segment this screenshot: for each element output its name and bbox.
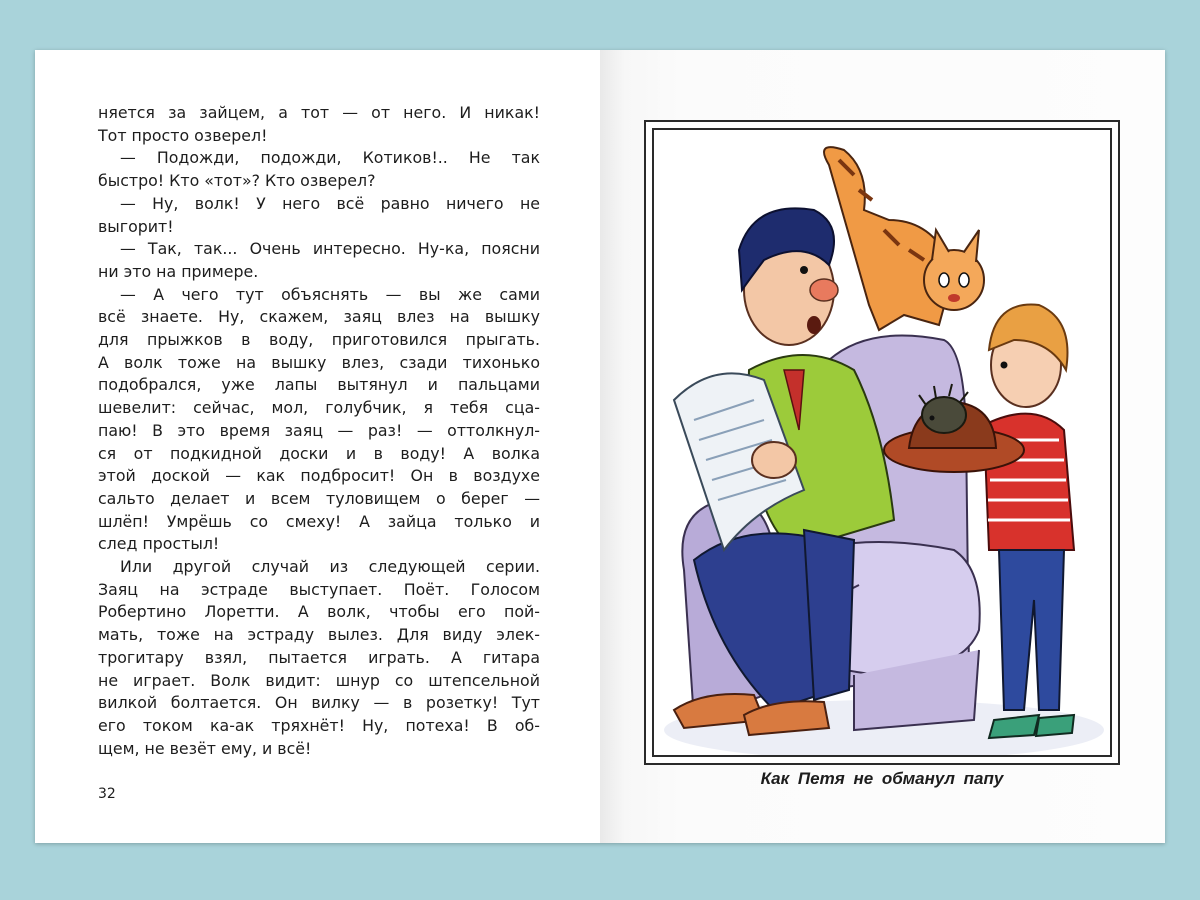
text-line: этой доской — как подбросит! Он в воздухе (98, 466, 540, 486)
text-line: след простыл! (98, 534, 220, 554)
text-line: быстро! Кто «тот»? Кто озверел? (98, 171, 376, 191)
text-line: для прыжков в воду, приготовился прыгать. (98, 330, 540, 350)
text-line: ни это на примере. (98, 261, 259, 281)
text-line: выгорит! (98, 216, 174, 236)
text-line: всё знаете. Ну, скажем, заяц влез на вышку (98, 307, 540, 327)
text-line: Заяц на эстраде выступает. Поёт. Голосом (98, 579, 540, 599)
text-line: Или другой случай из следующей серии. (120, 557, 540, 577)
text-line: — Подожди, подожди, Котиков!.. Не так (120, 148, 540, 168)
text-line: ся от подкидной доски и в воду! А волка (98, 443, 540, 463)
text-line: подобрался, уже лапы вытянул и пальцами (98, 375, 540, 395)
text-line: — А чего тут объяснять — вы же сами (120, 284, 540, 304)
page-number: 32 (98, 786, 116, 802)
illustration-frame (644, 120, 1120, 765)
text-line: А волк тоже на вышку влез, сзади тихонько (98, 352, 540, 372)
text-line: не играет. Волк видит: шнур со штепсельной (98, 670, 540, 690)
text-line: Тот просто озверел! (98, 125, 268, 145)
text-line: — Ну, волк! У него всё равно ничего не (120, 193, 540, 213)
illustration-drawing (654, 130, 1110, 755)
text-line: мать, тоже на эстраду вылез. Для виду элек- (98, 625, 540, 645)
story-text (98, 102, 540, 760)
text-line: сальто делает и всем туловищем о берег — (98, 488, 540, 508)
text-line: — Так, так... Очень интересно. Ну-ка, поясни (120, 239, 540, 259)
text-line: вилкой болтается. Он вилку — в розетку! Тут (98, 693, 540, 713)
left-page (35, 50, 600, 843)
text-line: трогитару взял, пытается играть. А гитара (98, 647, 540, 667)
text-line: Робертино Лоретти. А волк, чтобы его пой- (98, 602, 540, 622)
text-line: паю! В это время заяц — раз! — оттолкнул- (98, 420, 540, 440)
right-page (600, 50, 1165, 843)
open-book (35, 50, 1165, 843)
text-line: его током ка-ак тряхнёт! Ну, потеха! В об- (98, 715, 540, 735)
text-line: няется за зайцем, а тот — от него. И никак! (98, 103, 540, 122)
illustration (652, 128, 1112, 757)
text-line: шевелит: сейчас, мол, голубчик, я тебя сца- (98, 398, 540, 418)
text-line: щем, не везёт ему, и всё! (98, 738, 312, 758)
text-line: шлёп! Умрёшь со смеху! А зайца только и (98, 511, 540, 531)
illustration-caption: Как Петя не обманул папу (760, 769, 1004, 788)
